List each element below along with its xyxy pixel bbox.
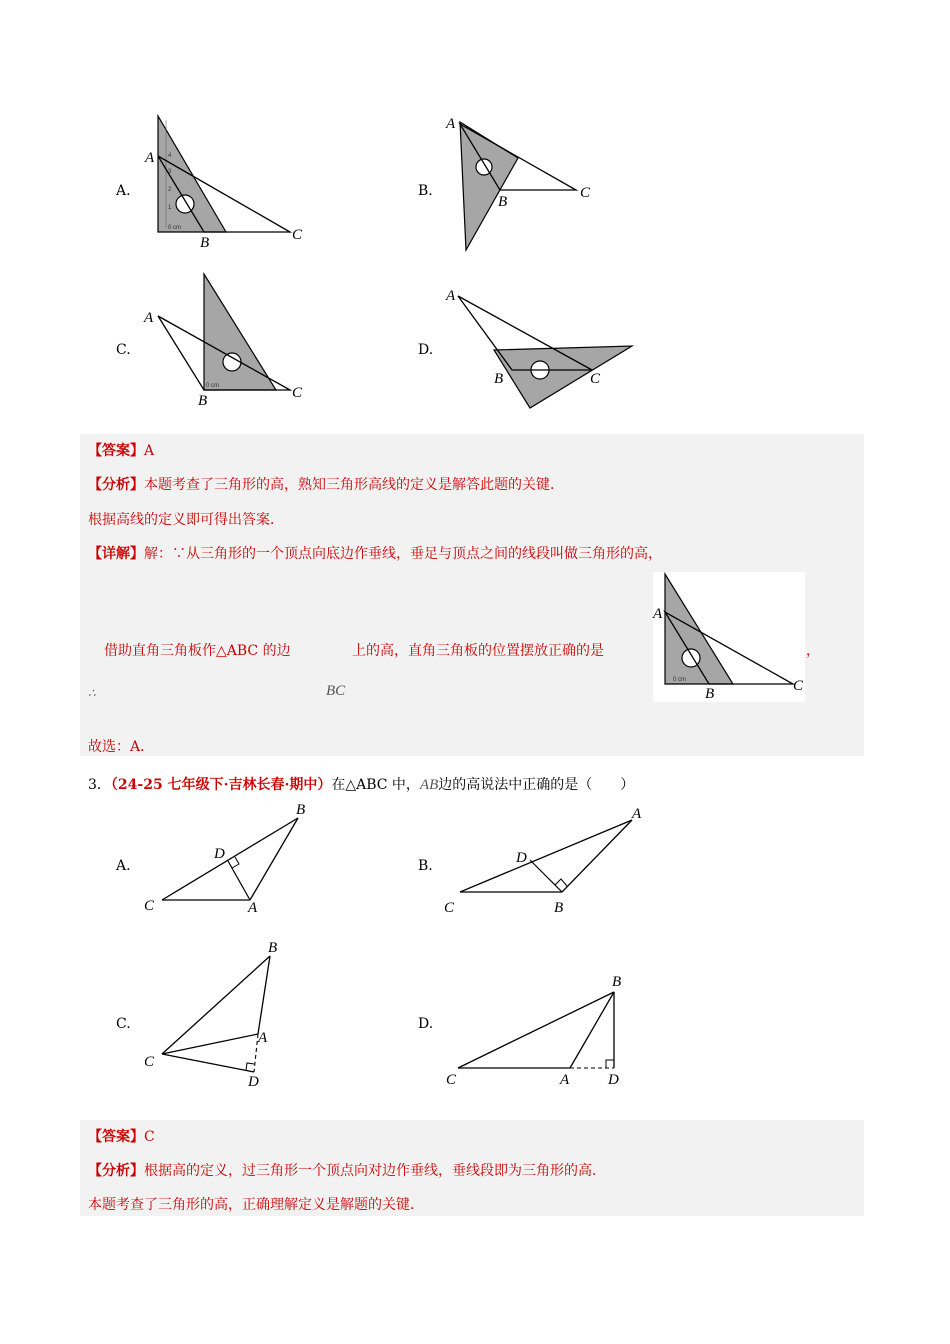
- vertex-a: A: [144, 310, 154, 326]
- q3-figure-b: [440, 800, 660, 918]
- vertex-c: C: [590, 371, 601, 387]
- vertex-a: A: [446, 288, 456, 304]
- q2-therefore: ∴: [88, 686, 96, 700]
- vertex-b: B: [296, 802, 306, 818]
- q3-stem: [88, 774, 634, 794]
- q2-detail-line2c: ，: [806, 643, 820, 659]
- vertex-a: A: [248, 900, 258, 916]
- analysis-text: 根据高的定义，过三角形一个顶点向对边作垂线，垂线段即为三角形的高．: [144, 1163, 606, 1179]
- side-ca: [460, 820, 632, 892]
- vertex-b: B: [268, 940, 278, 956]
- vertex-b: B: [200, 235, 210, 251]
- height-ad: [228, 861, 250, 900]
- vertex-c: C: [446, 1072, 457, 1088]
- q3-option-d-label: D.: [418, 1016, 434, 1032]
- vertex-c: C: [144, 1054, 155, 1070]
- right-angle-mark: [246, 1063, 254, 1070]
- q3-number: 3．: [88, 777, 111, 793]
- vertex-c: C: [292, 385, 303, 401]
- q2-figure-a: [140, 110, 330, 250]
- detail-text: 解：∵从三角形的一个顶点向底边作垂线，垂足与顶点之间的线段叫做三角形的高，: [144, 546, 662, 562]
- point-d: D: [516, 850, 527, 866]
- q3-stem-a: 在△ABC 中，: [331, 777, 420, 793]
- vertex-a: A: [653, 606, 663, 622]
- q2-answer: [88, 440, 154, 460]
- set-square: [204, 274, 276, 390]
- q3-option-a-label: A.: [116, 858, 131, 874]
- set-square: [494, 346, 632, 408]
- q2-detail-line2b: 上的高，直角三角板的位置摆放正确的是: [352, 643, 604, 659]
- side-cb: [162, 956, 270, 1054]
- q3-source: （24-25 七年级下·吉林长春·期中）: [110, 777, 332, 793]
- point-d: D: [248, 1074, 259, 1090]
- side-ab: [250, 818, 298, 900]
- q3-analysis-line2: 本题考查了三角形的高，正确理解定义是解题的关键．: [88, 1197, 424, 1213]
- q3-stem-b: 边的高说法中正确的是（ ）: [438, 777, 635, 793]
- vertex-c: C: [144, 898, 155, 914]
- vertex-a: A: [258, 1030, 268, 1046]
- vertex-a: A: [632, 806, 642, 822]
- ruler-tick: 1: [168, 205, 172, 211]
- vertex-c: C: [793, 678, 804, 694]
- height-cd: [162, 1054, 254, 1072]
- side-ca: [162, 1034, 258, 1054]
- side-cb: [162, 818, 298, 900]
- vertex-b: B: [612, 974, 622, 990]
- right-angle-mark: [606, 1060, 614, 1068]
- answer-tag: 【答案】: [88, 443, 144, 459]
- side-cb: [458, 992, 614, 1068]
- q2-conclusion: 故选：A．: [88, 739, 155, 755]
- q2-option-c-label: C.: [116, 342, 131, 358]
- q3-option-c-label: C.: [116, 1016, 131, 1032]
- q3-stem-ab: AB: [419, 777, 439, 793]
- q3-figure-c: [140, 936, 300, 1092]
- ruler-tick: 4: [168, 153, 172, 159]
- q3-analysis: [88, 1160, 606, 1180]
- vertex-a: A: [446, 116, 456, 132]
- q2-figure-d: [440, 284, 640, 412]
- q3-answer: [88, 1126, 155, 1146]
- answer-value: C: [144, 1129, 155, 1145]
- q3-option-b-label: B.: [418, 858, 433, 874]
- vertex-b: B: [705, 686, 715, 702]
- q2-figure-c: [140, 268, 320, 410]
- q2-bc-symbol: BC: [326, 683, 346, 699]
- ruler-tick: 2: [168, 187, 172, 193]
- answer-value: A: [144, 443, 155, 459]
- vertex-a: A: [560, 1072, 570, 1088]
- vertex-c: C: [292, 227, 303, 243]
- q3-figure-a: [140, 800, 330, 918]
- q2-detail-line2: 借助直角三角板作△ABC 的边: [104, 643, 291, 659]
- q3-figure-d: [440, 966, 640, 1092]
- analysis-text: 本题考查了三角形的高，熟知三角形高线的定义是解答此题的关键．: [144, 477, 564, 493]
- vertex-c: C: [444, 900, 455, 916]
- right-angle-mark: [555, 879, 567, 886]
- vertex-b: B: [554, 900, 564, 916]
- point-d: D: [214, 846, 225, 862]
- vertex-b: B: [198, 393, 208, 409]
- right-angle-mark: [232, 857, 239, 868]
- point-d: D: [608, 1072, 619, 1088]
- vertex-c: C: [580, 185, 591, 201]
- ruler-tick: 3: [168, 169, 172, 175]
- q2-analysis: [88, 474, 564, 494]
- analysis-tag: 【分析】: [88, 477, 144, 493]
- side-ab: [258, 956, 270, 1034]
- vertex-b: B: [494, 371, 504, 387]
- ruler-tick: 0 cm: [673, 677, 687, 683]
- ruler-tick: 0 cm: [206, 383, 220, 389]
- q2-detail: [88, 543, 662, 563]
- side-ba: [562, 820, 632, 892]
- q2-option-b-label: B.: [418, 183, 433, 199]
- height-bd: [530, 860, 562, 892]
- q2-figure-b: [440, 112, 610, 254]
- set-square-hole: [223, 353, 241, 371]
- q2-option-d-label: D.: [418, 342, 434, 358]
- detail-tag: 【详解】: [88, 546, 144, 562]
- vertex-a: A: [145, 150, 155, 166]
- analysis-tag: 【分析】: [88, 1163, 144, 1179]
- q2-option-a-label: A.: [116, 183, 131, 199]
- vertex-b: B: [498, 194, 508, 210]
- answer-tag: 【答案】: [88, 1129, 144, 1145]
- q2-analysis-line2: 根据高线的定义即可得出答案．: [88, 512, 284, 528]
- ruler-tick: 0 cm: [168, 225, 182, 231]
- q2-answer-figure: [653, 572, 805, 702]
